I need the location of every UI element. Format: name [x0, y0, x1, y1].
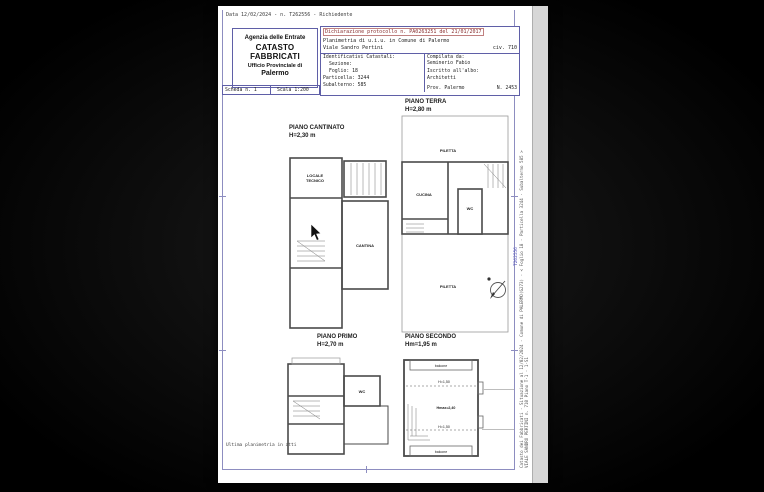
north-arrow-icon [484, 274, 510, 302]
room-label-locale-tecnico-2: TECNICO [306, 178, 324, 183]
compiler-name: Seminerio Fabio [427, 61, 471, 67]
room-label-locale-tecnico-1: LOCALE [306, 173, 324, 178]
frame-bottom-line [222, 469, 515, 470]
scheda-number: Scheda n. 1 [223, 86, 271, 94]
room-label-piletta-top: PILETTA [439, 148, 457, 153]
document-sheet [218, 6, 548, 483]
frame-tick [366, 466, 367, 473]
cadastral-foglio: Foglio: 18 [329, 68, 358, 74]
scala-value: Scala 1:200 [277, 87, 309, 93]
cadastral-ids-block [321, 54, 425, 92]
label-h-lower: H=1,50 [438, 425, 450, 429]
compiler-province: Prov. Palermo [427, 85, 465, 91]
label-balcone-bottom: balcone [434, 450, 448, 454]
room-label-piletta-bottom: PILETTA [439, 284, 457, 289]
cadastral-title: Identificativi Catastali: [323, 55, 396, 60]
agency-name: Agenzia delle Entrate [244, 35, 306, 41]
secondo-title: PIANO SECONDO [405, 334, 457, 340]
frame-tick [219, 350, 226, 351]
terra-floorplan [396, 110, 518, 342]
label-h-max: Hmax=2,40 [436, 406, 456, 410]
page-edge [532, 6, 548, 483]
primo-title: PIANO PRIMO [317, 334, 358, 340]
reference-line [482, 429, 514, 430]
reference-line [482, 389, 514, 390]
room-label-wc: WC [466, 206, 474, 211]
room-label-cucina: CUCINA [416, 192, 432, 197]
room-label-wc-primo: WC [358, 389, 366, 394]
cantinato-title-block [289, 125, 344, 141]
scheda-strip [222, 85, 320, 95]
register-label: Iscritto all'albo: [427, 69, 479, 75]
register-value: Architetti [427, 75, 456, 81]
terra-height: H=2,80 m [405, 106, 432, 113]
margin-vertical-text [519, 150, 530, 468]
primo-height: H=2,70 m [317, 341, 344, 348]
cantinato-height: H=2,30 m [289, 132, 316, 139]
label-h-upper: H=1,50 [438, 380, 450, 384]
catasto-title: CATASTO FABBRICATI [250, 43, 300, 61]
compiler-label: Compilata da: [427, 55, 465, 60]
declaration-box [320, 26, 520, 96]
margin-line-1: Catasto dei Fabbricati - Situazione al 12/02/2024 - Comune di PALERMO(G273) - < Foglio 18 - Particella 3244 - Subalterno 585 > [519, 150, 524, 468]
planimetria-subject: Planimetria di u.i.u. in Comune di Palermo [323, 38, 450, 44]
cadastral-particella: Particella: 3244 [323, 75, 370, 81]
bottom-note: Ultima planimetria in atti [226, 443, 297, 448]
label-balcone-top: balcone [434, 364, 448, 368]
margin-line-2: VIALE SANDRO PERTINI n. 710 Piano T-1 - 1-S1 [524, 357, 530, 468]
document-date-line: Data 12/02/2024 - n. T262556 - Richiedente [226, 12, 353, 18]
civic-number: civ. 710 [492, 45, 517, 51]
declaration-protocol: Dichiarazione protocollo n. PA0263251 del 21/01/2017 [325, 29, 482, 35]
agency-header-box [232, 28, 318, 88]
secondo-floorplan [398, 354, 488, 462]
cadastral-sezione: Sezione: [329, 61, 353, 67]
secondo-height: Hm=1,95 m [405, 341, 437, 348]
compiler-block [425, 54, 519, 92]
office-line: Ufficio Provinciale di [247, 63, 303, 69]
office-city: Palermo [261, 70, 289, 77]
cantinato-title: PIANO CANTINATO [289, 125, 345, 131]
cantinato-floorplan [281, 146, 397, 342]
address-row [321, 44, 519, 54]
mouse-cursor-icon [310, 224, 322, 242]
primo-floorplan [280, 356, 396, 458]
margin-protocol-text: T262556 [514, 247, 519, 266]
terra-title: PIANO TERRA [405, 99, 447, 105]
cadastral-subalterno: Subalterno: 585 [323, 82, 367, 88]
street-address: Viale Sandro Pertini [323, 45, 384, 51]
declaration-protocol-row [321, 27, 519, 37]
frame-left-line [222, 10, 223, 470]
frame-tick [219, 196, 226, 197]
frame-tick [511, 350, 518, 351]
compiler-number: N. 2453 [496, 85, 517, 91]
room-label-cantina: CANTINA [356, 243, 374, 248]
